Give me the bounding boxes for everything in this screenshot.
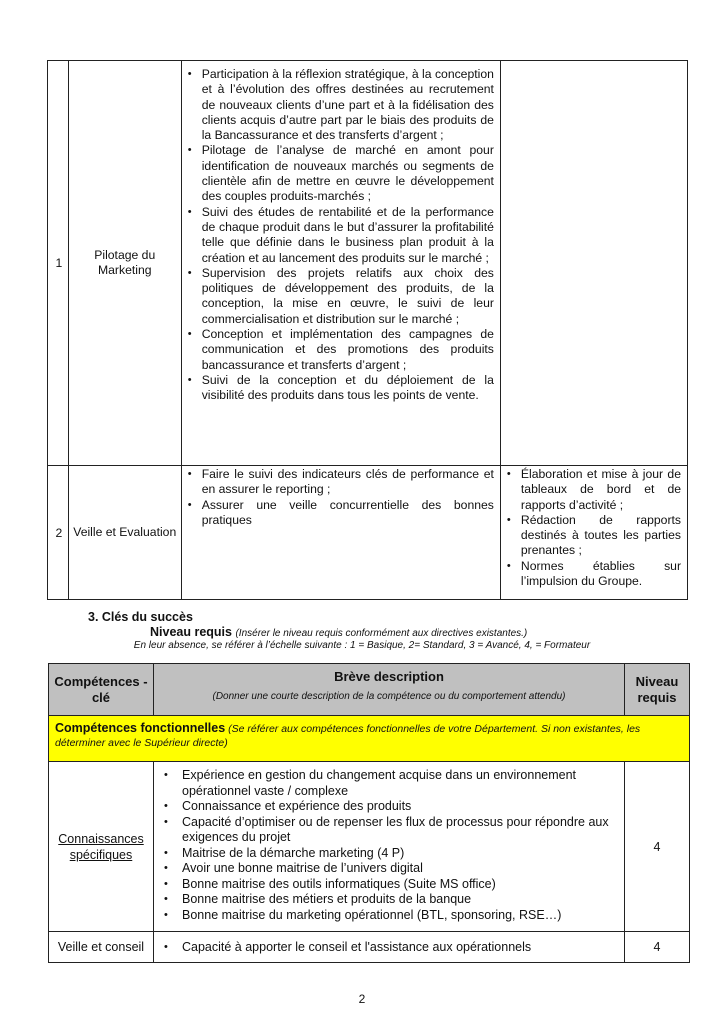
functional-row <box>49 716 690 762</box>
table-row <box>48 466 688 600</box>
header-row <box>49 664 690 716</box>
competence-description <box>154 762 625 932</box>
header-competences: Compétences -clé <box>49 664 154 716</box>
competence-level: 4 <box>625 932 690 963</box>
functional-title: Compétences fonctionnelles <box>55 721 226 735</box>
list-item: • Supervision des projets relatifs aux choix des politiques de développement des produits, de la conception, la mise en œuvre, le suivi de leur commercialisation et distribution sur le marché ; <box>183 266 494 327</box>
level-instruction: (Insérer le niveau requis conformément aux directives existantes.) <box>235 628 528 639</box>
list-item: • Expérience en gestion du changement acquise dans un environnement opérationnel vaste / complexe <box>158 768 618 799</box>
list-item: • Bonne maitrise des outils informatiques (Suite MS office) <box>158 877 618 893</box>
competence-list <box>154 932 624 962</box>
activities-cell <box>181 466 500 600</box>
list-item: • Maitrise de la démarche marketing (4 P) <box>158 846 618 862</box>
list-item: • Conception et implémentation des campagnes de communication et des promotions des produits bancassurance et transferts d’argent ; <box>183 327 494 373</box>
list-item: • Participation à la réflexion stratégique, à la conception et à l’évolution des offres destinées au recrutement de nouveaux clients d’une part et à la fidélisation des clients acquis d’autre part par le biais des produits de la Bancassurance et des transferts d’argent ; <box>183 67 494 143</box>
list-item: • Capacité d’optimiser ou de repenser les flux de processus pour répondre aux exigences du projet <box>158 815 618 846</box>
table-row <box>49 932 690 963</box>
list-item: • Suivi des études de rentabilité et de la performance de chaque produit dans le but d’assurer la profitabilité telle que définie dans le business plan produit à la création et au lancement des produits sur le marché ; <box>183 205 494 266</box>
list-item: • Suivi de la conception et du déploiement de la visibilité des produits dans tous les points de vente. <box>183 373 494 404</box>
competencies-table <box>48 663 690 963</box>
competence-description <box>154 932 625 963</box>
table-row <box>48 61 688 466</box>
row-number: 1 <box>48 61 69 466</box>
list-item: • Capacité à apporter le conseil et l'assistance aux opérationnels <box>158 940 618 956</box>
list-item: • Bonne maitrise du marketing opérationnel (BTL, sponsoring, RSE…) <box>158 908 618 924</box>
row-title: Veille et Evaluation <box>68 466 181 600</box>
competence-name: Veille et conseil <box>49 932 154 963</box>
functional-note: (Se référer aux compétences fonctionnelles de votre Département. Si non existantes, les déterminer avec le Supérieur directe) <box>55 723 641 749</box>
competence-name: Connaissances spécifiques <box>49 762 154 932</box>
row-title: Pilotage du Marketing <box>68 61 181 466</box>
activities-cell <box>181 61 500 466</box>
row-number: 2 <box>48 466 69 600</box>
functional-cell <box>49 716 690 762</box>
list-item: • Élaboration et mise à jour de tableaux de bord et de rapports d’activité ; <box>502 467 681 513</box>
list-item: • Avoir une bonne maitrise de l’univers digital <box>158 861 618 877</box>
list-item: • Bonne maitrise des métiers et produits de la banque <box>158 892 618 908</box>
list-item: • Connaissance et expérience des produits <box>158 799 618 815</box>
header-description <box>154 664 625 716</box>
competence-level: 4 <box>625 762 690 932</box>
header-description-title: Brève description <box>334 669 444 684</box>
outputs-cell <box>500 61 687 466</box>
responsibilities-table <box>47 60 688 600</box>
header-level: Niveau requis <box>625 664 690 716</box>
list-item: • Assurer une veille concurrentielle des bonnes pratiques <box>183 498 494 529</box>
scale-note: En leur absence, se référer à l’échelle suivante : 1 = Basique, 2= Standard, 3 = Avancé, 4, = Formateur <box>133 640 591 651</box>
level-note <box>150 625 527 639</box>
competence-list <box>154 762 624 927</box>
list-item: • Rédaction de rapports destinés à toutes les parties prenantes ; <box>502 513 681 559</box>
list-item: • Faire le suivi des indicateurs clés de performance et en assurer le reporting ; <box>183 467 494 498</box>
outputs-cell <box>500 466 687 600</box>
outputs-list <box>501 466 687 591</box>
table-row <box>49 762 690 932</box>
page-number: 2 <box>358 992 366 1006</box>
list-item: • Pilotage de l’analyse de marché en amont pour identification de nouveaux marchés ou segments de clientèle afin de mettre en œuvre le développement des couples produits-marchés ; <box>183 143 494 204</box>
level-label: Niveau requis <box>150 625 232 639</box>
list-item: • Normes établies sur l’impulsion du Groupe. <box>502 559 681 590</box>
activities-list <box>182 61 500 406</box>
header-description-sub: (Donner une courte description de la compétence ou du comportement attendu) <box>212 691 566 702</box>
section-heading: 3. Clés du succès <box>88 610 193 624</box>
activities-list <box>182 466 500 530</box>
